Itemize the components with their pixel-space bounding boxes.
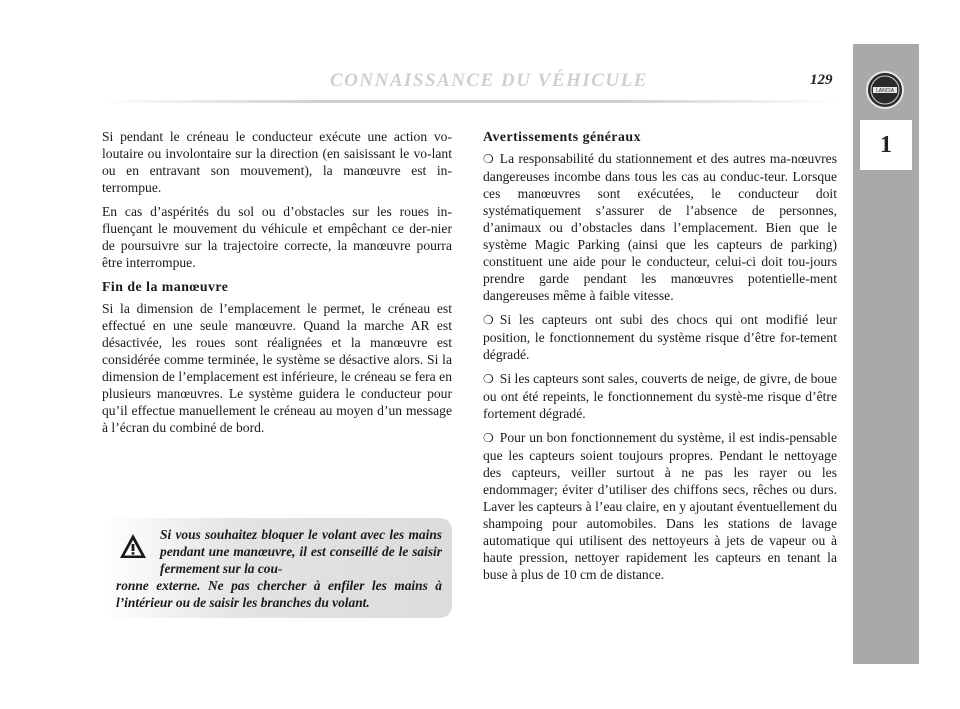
chapter-number: 1: [860, 120, 912, 170]
bullet-circle-icon: ❍: [483, 372, 494, 386]
section-title: CONNAISSANCE DU VÉHICULE: [330, 70, 648, 91]
section-heading: Avertissements généraux: [483, 129, 641, 144]
warning-text-indented: Si vous souhaitez bloquer le volant avec les mains pendant une manœuvre, il est conseillé de le saisir fermement sur la cou-: [160, 527, 442, 576]
section-heading: Fin de la manœuvre: [102, 279, 229, 294]
bullet-circle-icon: ❍: [483, 152, 494, 166]
paragraph: Si pendant le créneau le conducteur exécute une action vo-loutaire ou involontaire sur la direction (en saisissant le vo-lant ou en entravant son mouvement), la manœuvre est in-terrompue.: [102, 129, 452, 195]
bullet-item: ❍ La responsabilité du stationnement et des autres ma-nœuvres dangereuses incombe dans tous les cas au conduc-teur. Lorsque ces manœuvres sont exécutées, le conducteur doit systématiquement s’assurer de l’absence de personnes, d’animaux ou d’obstacles dans l’emplacement. Bien que le système Magic Parking (ainsi que les capteurs de parking) constituent une aide pour le conducteur, celui-ci doit tou-jours prendre garde pendant les manœuvres potentielle-ment dangereuses même à faible vitesse.: [483, 151, 837, 303]
bullet-item: ❍ Pour un bon fonctionnement du système, il est indis-pensable que les capteurs soient toujours propres. Pendant le nettoyage des capteurs, veiller surtout à ne pas les rayer ou les endommager; éviter d’utiliser des chiffons secs, rêches ou durs. Laver les capteurs à l’eau claire, en y ajoutant éventuellement du shampoing pour automobiles. Dans les stations de lavage automatique qui utilisent des nettoyeurs à jets de vapeur ou à haute pression, nettoyer rapidement les capteurs en tenant la buse à plus de 10 cm de distance.: [483, 430, 837, 582]
warning-box: [102, 518, 452, 618]
page-number: 129: [810, 72, 833, 88]
logo-text: LANCIA: [875, 88, 895, 94]
bullet-item: ❍ Si les capteurs sont sales, couverts de neige, de givre, de boue ou ont été repeints, le fonctionnement du systè-me risque d’être fortement dégradé.: [483, 371, 837, 421]
bullet-circle-icon: ❍: [483, 313, 494, 327]
warning-text-rest: ronne externe. Ne pas chercher à enfiler les mains à l’intérieur ou de saisir les branches du volant.: [116, 578, 442, 610]
right-column: [483, 128, 837, 590]
header-rule: [100, 100, 840, 103]
warning-text: [116, 526, 442, 611]
lancia-logo-icon: [865, 70, 905, 110]
bullet-circle-icon: ❍: [483, 431, 494, 445]
left-column: [102, 128, 452, 443]
paragraph: Si la dimension de l’emplacement le permet, le créneau est effectué en une seule manœuvre. Quand la marche AR est désactivée, les roues sont réalignées et la manœuvre est considérée comme terminée, le système se désactive alors. Si la dimension de l’emplacement est inférieure, le créneau se fera en plusieurs manœuvres. Le système guidera le conducteur pour qu’il effectue manuellement le créneau au moyen d’un message à l’écran du combiné de bord.: [102, 301, 452, 435]
bullet-item: ❍ Si les capteurs ont subi des chocs qui ont modifié leur position, le fonctionnement du système risque d’être for-tement dégradé.: [483, 312, 837, 362]
paragraph: En cas d’aspérités du sol ou d’obstacles sur les roues in-fluençant le mouvement du véhicule et empêchant ce der-nier de poursuivre sur la trajectoire correcte, la manœuvre pourra être interrompue.: [102, 204, 452, 270]
